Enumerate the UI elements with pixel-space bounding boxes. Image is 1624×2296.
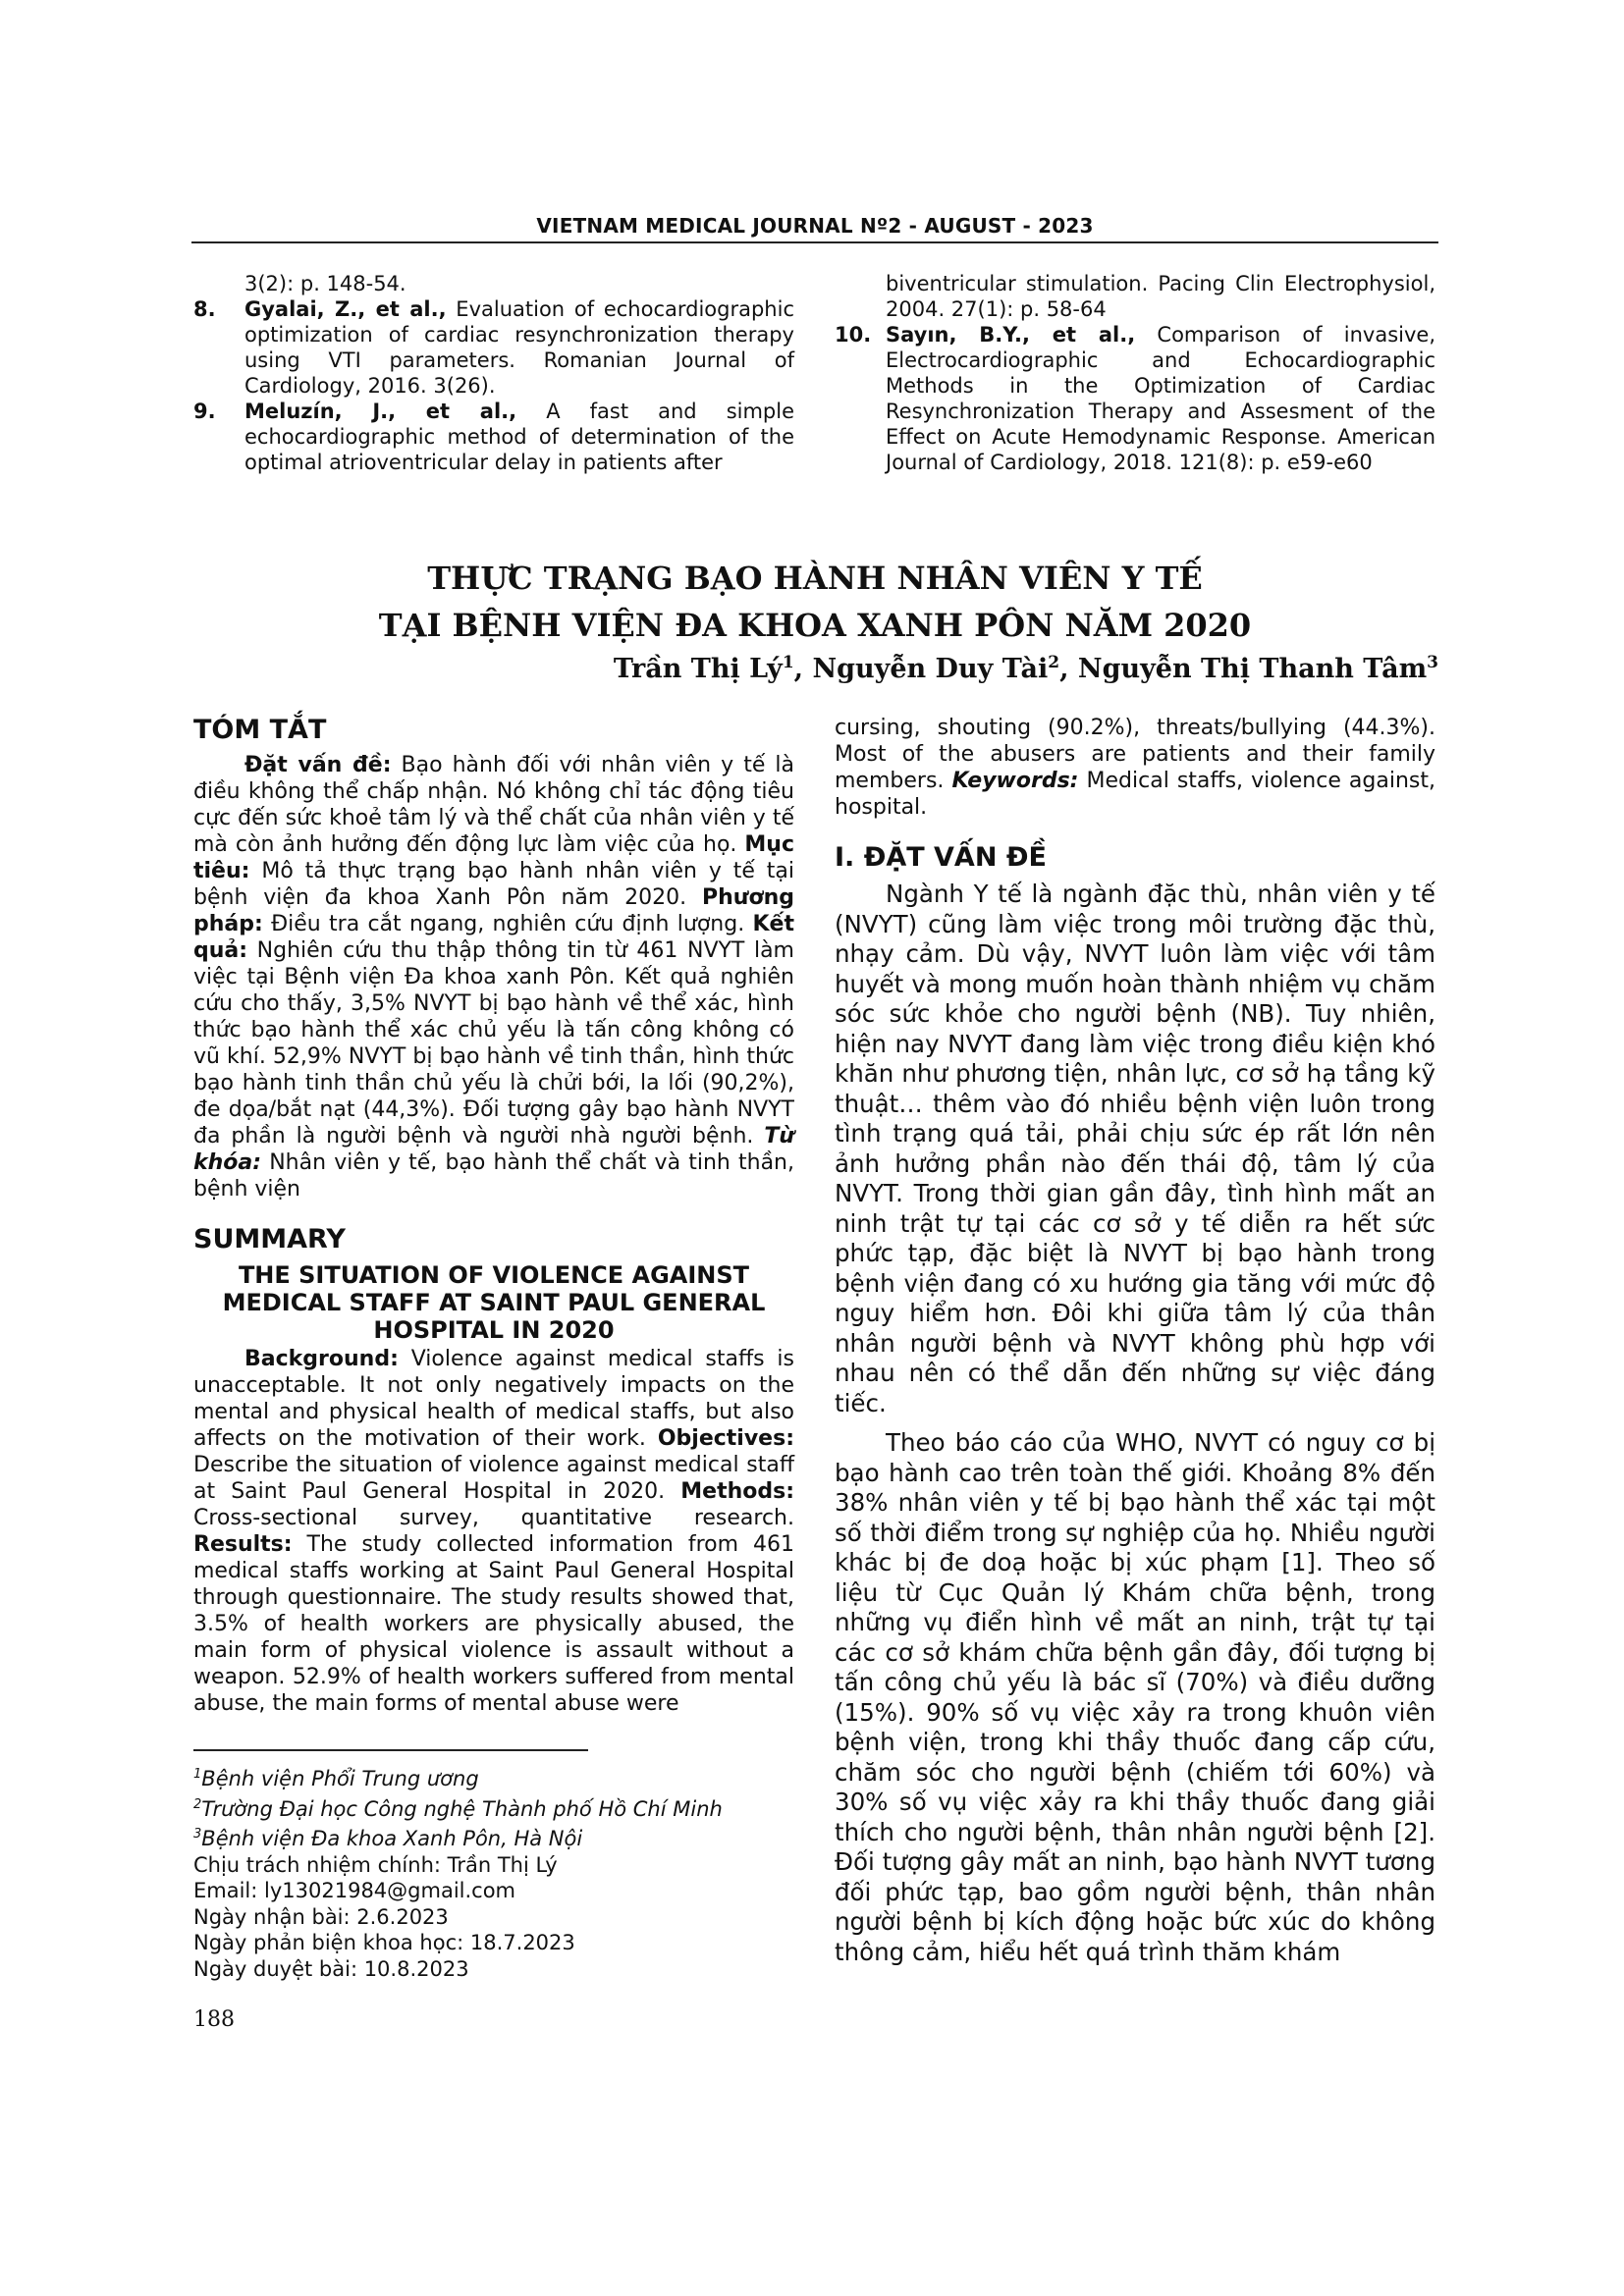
section-1-paragraph-2: Theo báo cáo của WHO, NVYT có nguy cơ bị bạo hành cao trên toàn thế giới. Khoảng 8% đến 38% nhân viên y tế bị bạo hành thể xác tại một số thời điểm trong sự nghiệp của họ. Nhiều người khác bị đe doạ hoặc bị xúc phạm [1]. Theo số liệu từ Cục Quản lý Khám chữa bệnh, trong những vụ điển hình về mất an ninh, trật tự tại các cơ sở khám chữa bệnh gần đây, đối tượng bị tấn công chủ yếu là bác sĩ (70%) và điều dưỡng (15%). 90% số vụ việc xảy ra trong khuôn viên bệnh viện, trong khi thầy thuốc đang cấp cứu, chăm sóc cho người bệnh (chiếm tới 60%) và 30% số vụ việc xảy ra khi thầy thuốc đang giải thích cho người bệnh, thân nhân người bệnh [2]. Đối tượng gây mất an ninh, bạo hành NVYT tương đối phức tạp, bao gồm người bệnh, thân nhân người bệnh bị kích động hoặc bức xúc do không thông cảm, hiểu hết quá trình thăm khám <box>835 1428 1435 1966</box>
header-rule <box>191 241 1438 243</box>
reference-authors: Meluzín, J., et al., <box>244 400 517 423</box>
summary-label: Methods: <box>680 1479 794 1504</box>
reference-text: Comparison of invasive, Electrocardiographic and Echocardiographic Methods in the Optimization of Cardiac Resynchronization Therapy and Assesment of the Effect on Acute Hemodynamic Response. American Journal of Cardiology, 2018. 121(8): p. e59-e60 <box>886 323 1435 474</box>
reference-10 <box>835 322 1435 475</box>
section-1-heading: I. ĐẶT VẤN ĐỀ <box>835 842 1047 873</box>
right-column <box>835 715 1435 1967</box>
author-affiliation-mark: 2 <box>1048 653 1060 672</box>
footnote-rule <box>193 1749 588 1751</box>
reference-number: 9. <box>193 400 216 423</box>
page-number: 188 <box>193 2007 235 2032</box>
corresponding-email: Email: ly13021984@gmail.com <box>193 1879 516 1902</box>
reference-8 <box>193 296 794 399</box>
summary-heading: SUMMARY <box>193 1224 346 1255</box>
left-column <box>193 715 794 1717</box>
affiliation-3: $^3$Bệnh viện Đa khoa Xanh Pôn, Hà Nội <box>193 1827 583 1850</box>
reference-number: 8. <box>193 297 216 321</box>
article-title-line-2: TẠI BỆNH VIỆN ĐA KHOA XANH PÔN NĂM 2020 <box>378 607 1252 644</box>
date-accepted: Ngày duyệt bài: 10.8.2023 <box>193 1956 469 1981</box>
author-name: Nguyễn Duy Tài <box>812 654 1049 684</box>
author-separator: , <box>1059 654 1078 684</box>
date-reviewed: Ngày phản biện khoa học: 18.7.2023 <box>193 1931 575 1954</box>
author-affiliation-mark: 3 <box>1427 653 1438 672</box>
summary-label: Background: <box>244 1347 399 1371</box>
abstract-label: Phương pháp: <box>193 885 794 936</box>
abstract-label: Đặt vấn đề: <box>244 753 392 777</box>
article-title <box>191 555 1438 649</box>
reference-text: Evaluation of echocardiographic optimization of cardiac resynchronization therapy using VTI parameters. Romanian Journal of Cardiology, 2016. 3(26). <box>244 297 794 398</box>
summary-label: Results: <box>193 1532 293 1557</box>
article-title-line-1: THỰC TRẠNG BẠO HÀNH NHÂN VIÊN Y TẾ <box>427 560 1203 597</box>
date-received: Ngày nhận bài: 2.6.2023 <box>193 1904 449 1929</box>
reference-9-tail: biventricular stimulation. Pacing Clin Electrophysiol, 2004. 27(1): p. 58-64 <box>886 272 1435 321</box>
reference-authors: Sayın, B.Y., et al., <box>886 323 1136 347</box>
section-1-paragraph-1: Ngành Y tế là ngành đặc thù, nhân viên y tế (NVYT) cũng làm việc trong môi trường đặc thù, nhạy cảm. Dù vậy, NVYT luôn làm việc với tâm huyết và mong muốn hoàn thành nhiệm vụ chăm sóc sức khỏe cho người bệnh (NB). Tuy nhiên, hiện nay NVYT đang làm việc trong điều kiện khó khăn như phương tiện, nhân lực, cơ sở hạ tầng kỹ thuật… thêm vào đó nhiều bệnh viện luôn trong tình trạng quá tải, phải chịu sức ép rất lớn nên ảnh hưởng phần nào đến thái độ, tâm lý của NVYT. Trong thời gian gần đây, tình hình mất an ninh trật tự tại các cơ sở y tế diễn ra hết sức phức tạp, đặc biệt là NVYT bị bạo hành trong bệnh viện đang có xu hướng gia tăng với mức độ nguy hiểm hơn. Đôi khi giữa tâm lý của thân nhân người bệnh và NVYT không phù hợp với nhau nên có thể dẫn đến những sự việc đáng tiếc. <box>835 880 1435 1417</box>
abstract-heading: TÓM TẮT <box>193 715 327 745</box>
author-name: Nguyễn Thị Thanh Tâm <box>1077 654 1428 684</box>
author-separator: , <box>793 654 813 684</box>
abstract-label: Mục tiêu: <box>193 832 794 883</box>
keywords-label: Keywords: <box>951 769 1079 793</box>
references-left <box>193 271 794 475</box>
reference-7-tail: 3(2): p. 148-54. <box>244 272 406 295</box>
affiliation-2: $^2$Trường Đại học Công nghệ Thành phố Hồ Chí Minh <box>193 1796 723 1821</box>
summary-en-continuation: cursing, shouting (90.2%), threats/bullying (44.3%). Most of the abusers are patients and their family members. Keywords: Medical staffs, violence against, hospital. <box>835 716 1435 820</box>
author-list <box>191 653 1438 684</box>
reference-text: A fast and simple echocardiographic method of determination of the optimal atrioventricular delay in patients after <box>244 400 795 474</box>
reference-number: 10. <box>835 323 872 347</box>
summary-en-paragraph: Background: Violence against medical staffs is unacceptable. It not only negatively impacts on the mental and physical health of medical staffs, but also affects on the motivation of their work. Objectives: Describe the situation of violence against medical staff at Saint Paul General Hospital in 2020. Methods: Cross-sectional survey, quantitative research. Results: The study collected information from 461 medical staffs working at Saint Paul General Hospital through questionnaire. The study results showed that, 3.5% of health workers are physically abused, the main form of physical violence is assault without a weapon. 52.9% of health workers suffered from mental abuse, the main forms of mental abuse were <box>193 1347 794 1716</box>
footnotes <box>193 1762 822 1982</box>
abstract-vi-paragraph: Đặt vấn đề: Bạo hành đối với nhân viên y tế là điều không thể chấp nhận. Nó không chỉ tác động tiêu cực đến sức khoẻ tâm lý và thể chất của nhân viên y tế mà còn ảnh hưởng đến động lực làm việc của họ. Mục tiêu: Mô tả thực trạng bạo hành nhân viên y tế tại bệnh viện đa khoa Xanh Pôn năm 2020. Phương pháp: Điều tra cắt ngang, nghiên cứu định lượng. Kết quả: Nghiên cứu thu thập thông tin từ 461 NVYT làm việc tại Bệnh viện Đa khoa xanh Pôn. Kết quả nghiên cứu cho thấy, 3,5% NVYT bị bạo hành về thể xác, hình thức bạo hành thể xác chủ yếu là tấn công không có vũ khí. 52,9% NVYT bị bạo hành về tinh thần, hình thức bạo hành tinh thần chủ yếu là chửi bới, la lối (90,2%), đe dọa/bắt nạt (44,3%). Đối tượng gây bạo hành NVYT đa phần là người bệnh và người nhà người bệnh. Từ khóa: Nhân viên y tế, bạo hành thể chất và tinh thần, bệnh viện <box>193 753 794 1201</box>
summary-title: THE SITUATION OF VIOLENCE AGAINST MEDICAL STAFF AT SAINT PAUL GENERAL HOSPITAL IN 2020 <box>222 1261 766 1344</box>
summary-label: Objectives: <box>657 1426 794 1451</box>
abstract-label: Kết quả: <box>193 912 794 963</box>
corresponding-author: Chịu trách nhiệm chính: Trần Thị Lý <box>193 1852 558 1877</box>
affiliation-1: $^1$Bệnh viện Phổi Trung ương <box>193 1767 479 1790</box>
author-name: Trần Thị Lý <box>613 654 783 684</box>
journal-header: VIETNAM MEDICAL JOURNAL Nº2 - AUGUST - 2023 <box>536 214 1094 238</box>
references-right <box>835 271 1435 475</box>
author-affiliation-mark: 1 <box>782 653 794 672</box>
keywords-label: Từ khóa: <box>193 1124 794 1175</box>
reference-authors: Gyalai, Z., et al., <box>244 297 447 321</box>
reference-9 <box>193 399 794 475</box>
